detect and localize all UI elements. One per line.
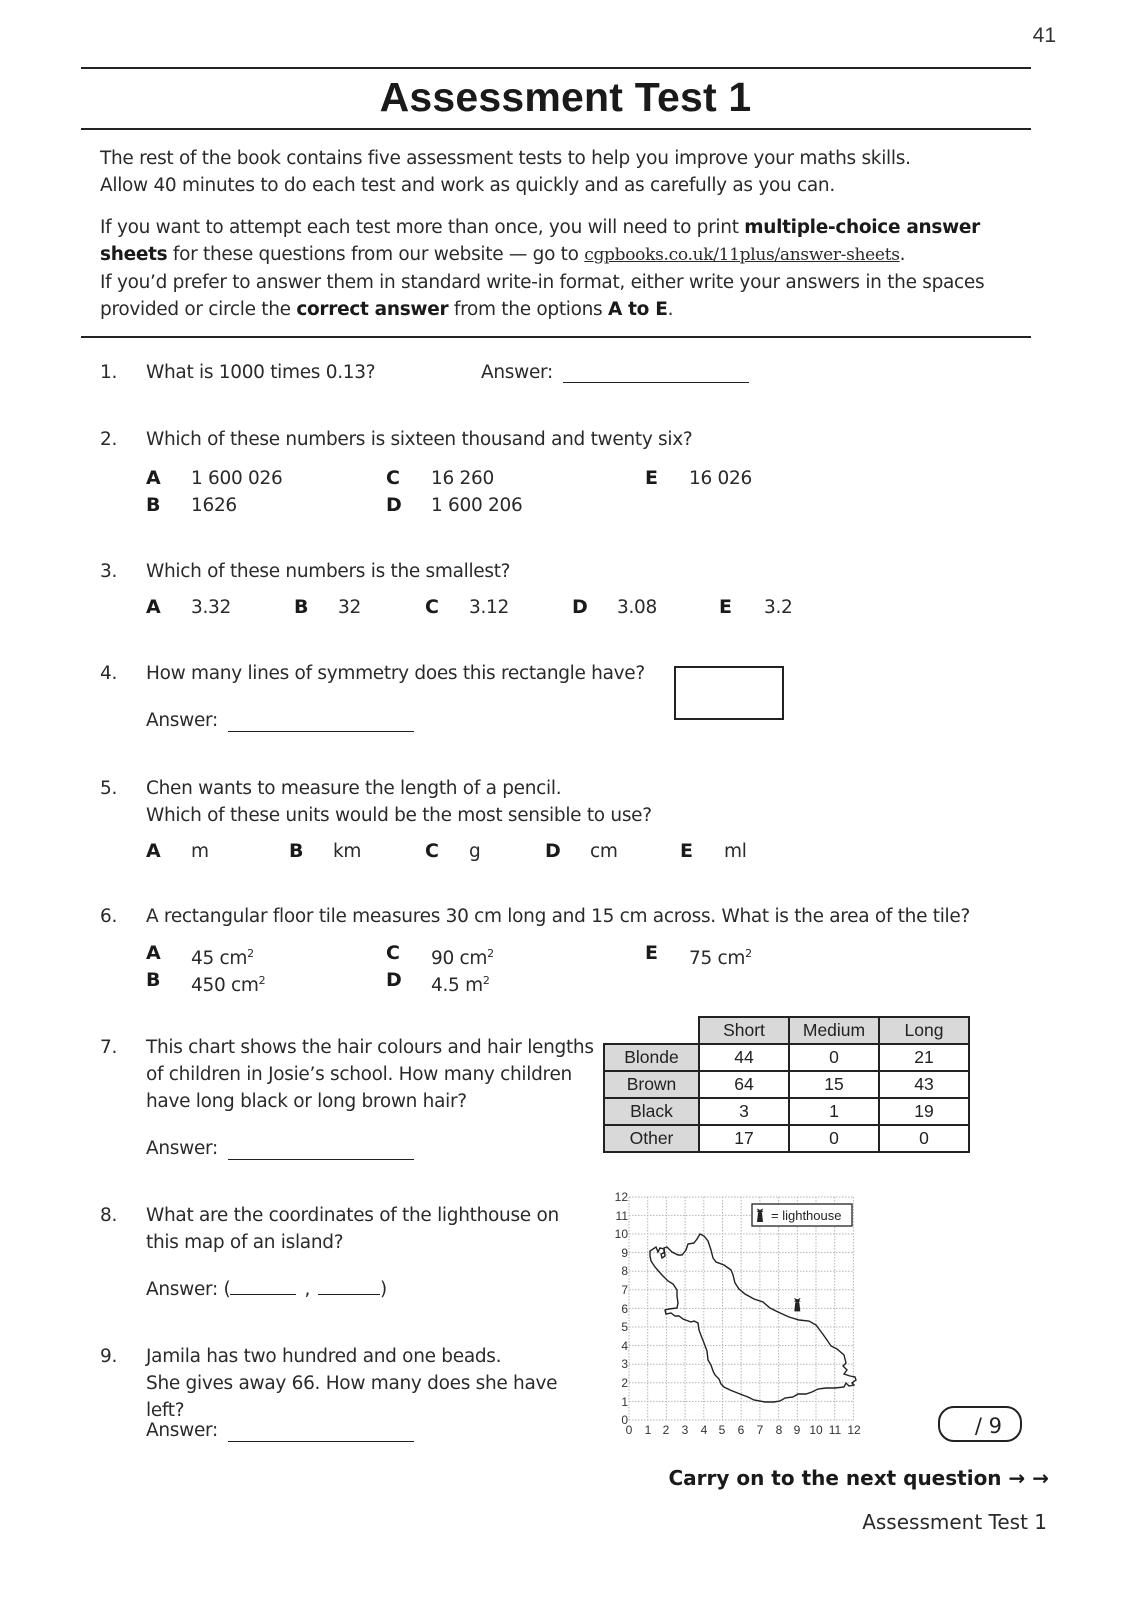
question-text: Jamila has two hundred and one beads. (146, 1346, 502, 1367)
svg-text:11: 11 (615, 1209, 628, 1223)
svg-text:9: 9 (793, 1423, 801, 1437)
row-header: Brown (604, 1071, 699, 1098)
option-letter: D (572, 596, 588, 618)
answer-blank[interactable] (228, 730, 414, 732)
option-value: 3.32 (191, 597, 231, 618)
lighthouse-icon (794, 1298, 800, 1311)
page-title: Assessment Test 1 (379, 74, 752, 120)
score-box: / 9 (938, 1406, 1022, 1442)
question-text: She gives away 66. How many does she have left? (146, 1373, 558, 1421)
table-row (604, 1125, 969, 1152)
svg-text:4: 4 (700, 1423, 708, 1437)
rectangle-figure (674, 666, 784, 720)
intro-paragraph-2 (100, 214, 1030, 323)
intro-answer-sheets-text (100, 214, 1030, 241)
question-number: 8. (100, 1205, 118, 1226)
table-cell: 1 (789, 1098, 879, 1125)
table-cell: 21 (879, 1044, 969, 1071)
option-value: cm (590, 841, 618, 862)
answer-sheets-link[interactable]: cgpbooks.co.uk/11plus/answer-sheets (584, 245, 900, 265)
question-number: 1. (100, 362, 118, 383)
table-cell: 0 (879, 1125, 969, 1152)
question-text: this map of an island? (146, 1232, 344, 1253)
option-value: km (333, 841, 362, 862)
svg-text:5: 5 (718, 1423, 726, 1437)
grid-lines (629, 1197, 853, 1420)
option-value: 32 (338, 597, 361, 618)
option-letter: A (146, 467, 161, 489)
answer-blank[interactable] (228, 1440, 414, 1442)
option-value: 75 cm (689, 948, 746, 970)
intro-line: If you’d prefer to answer them in standard write-in format, either write your answers in the spaces (100, 272, 985, 293)
bold-text: sheets (100, 244, 168, 265)
row-header: Blonde (604, 1044, 699, 1071)
svg-text:4: 4 (621, 1339, 628, 1353)
answer-label: Answer: (146, 710, 218, 731)
option-value: 1 600 206 (431, 495, 523, 516)
question-2 (0, 426, 1131, 526)
question-text: A rectangular floor tile measures 30 cm long and 15 cm across. What is the area of the tile? (146, 906, 970, 927)
option-value: 16 026 (689, 468, 752, 489)
question-3 (0, 558, 1131, 628)
option-value: 3.08 (617, 597, 657, 618)
comma: , (304, 1279, 311, 1300)
text: . (667, 299, 674, 320)
superscript: 2 (487, 947, 494, 960)
svg-text:3: 3 (681, 1423, 689, 1437)
question-text: Which of these units would be the most sensible to use? (146, 805, 652, 826)
question-text: This chart shows the hair colours and hair lengths (146, 1037, 594, 1058)
svg-text:7: 7 (621, 1283, 628, 1297)
svg-text:8: 8 (775, 1423, 783, 1437)
question-9 (0, 1343, 600, 1453)
question-5 (0, 775, 1131, 875)
svg-text:12: 12 (847, 1423, 861, 1437)
option-value: 450 cm (191, 975, 259, 997)
option-letter: B (146, 494, 161, 516)
question-text: have long black or long brown hair? (146, 1091, 467, 1112)
table-cell: 19 (879, 1098, 969, 1125)
superscript: 2 (482, 974, 490, 987)
option-value: 90 cm (431, 948, 488, 970)
column-header: Medium (789, 1017, 879, 1044)
svg-text:8: 8 (621, 1264, 628, 1278)
svg-text:5: 5 (621, 1320, 628, 1334)
option-value: 45 cm (191, 948, 248, 970)
svg-text:12: 12 (614, 1190, 628, 1204)
table-row (604, 1044, 969, 1071)
question-1 (0, 359, 1131, 389)
question-4 (0, 660, 1131, 740)
intro-bottom-rule (81, 336, 1031, 338)
table-cell: 0 (789, 1125, 879, 1152)
option-letter: A (146, 942, 161, 964)
option-value: 3.12 (469, 597, 509, 618)
table-cell: 15 (789, 1071, 879, 1098)
option-letter: C (386, 467, 400, 489)
coordinate-answer (146, 1276, 387, 1303)
svg-text:0: 0 (621, 1413, 628, 1427)
page-number: 41 (1032, 24, 1056, 47)
option-letter: D (386, 494, 402, 516)
option-letter: E (719, 596, 732, 618)
question-text: Chen wants to measure the length of a pencil. (146, 778, 562, 799)
y-axis-ticks (615, 1190, 629, 1427)
superscript: 2 (258, 974, 266, 987)
intro-paragraph-1 (100, 145, 1030, 199)
option-letter: B (146, 969, 161, 991)
option-letter: B (294, 596, 309, 618)
option-value: 3.2 (764, 597, 793, 618)
question-text: What is 1000 times 0.13? (146, 362, 376, 383)
text: provided or circle the (100, 299, 297, 320)
title-bottom-rule (81, 128, 1031, 130)
y-coordinate-blank[interactable] (318, 1293, 380, 1295)
lighthouse-legend-icon (757, 1209, 763, 1222)
option-value: g (469, 841, 481, 862)
question-text: Which of these numbers is the smallest? (146, 561, 511, 582)
text: . (899, 244, 906, 265)
option-letter: A (146, 840, 161, 862)
question-6 (0, 903, 1131, 1003)
corner-cell (604, 1017, 699, 1044)
island-outline (650, 1234, 856, 1402)
title-top-rule (81, 67, 1031, 69)
question-text: of children in Josie’s school. How many children (146, 1064, 572, 1085)
option-letter: D (545, 840, 561, 862)
option-value: 16 260 (431, 468, 494, 489)
question-number: 9. (100, 1346, 118, 1367)
svg-text:2: 2 (662, 1423, 670, 1437)
hair-table (603, 1016, 970, 1153)
intro-line (100, 296, 1030, 323)
bold-text: A to E (607, 299, 668, 320)
table-row (604, 1071, 969, 1098)
intro-line: The rest of the book contains five assessment tests to help you improve your maths skills. (100, 148, 911, 169)
intro-line: Allow 40 minutes to do each test and work as quickly and as carefully as you can. (100, 175, 835, 196)
option-value: ml (724, 841, 747, 862)
text: from the options (448, 299, 608, 320)
question-number: 6. (100, 906, 118, 927)
column-header: Long (879, 1017, 969, 1044)
question-number: 3. (100, 561, 118, 582)
bold-text: multiple-choice answer (744, 217, 980, 238)
svg-text:10: 10 (809, 1423, 823, 1437)
svg-text:1: 1 (644, 1423, 652, 1437)
svg-text:11: 11 (828, 1423, 842, 1437)
svg-text:6: 6 (737, 1423, 745, 1437)
table-cell: 17 (699, 1125, 789, 1152)
question-text: Which of these numbers is sixteen thousand and twenty six? (146, 429, 693, 450)
question-8 (0, 1202, 600, 1312)
x-axis-ticks (626, 1423, 861, 1437)
answer-label: Answer: (146, 1138, 218, 1159)
table-header-row (604, 1017, 969, 1044)
bold-text: correct answer (296, 299, 449, 320)
island-map (600, 1188, 870, 1447)
option-value: m (191, 841, 209, 862)
row-header: Black (604, 1098, 699, 1125)
option-letter: E (680, 840, 693, 862)
svg-text:0: 0 (625, 1423, 633, 1437)
svg-text:6: 6 (621, 1302, 628, 1316)
option-letter: E (645, 942, 658, 964)
legend-text: = lighthouse (771, 1208, 842, 1223)
svg-text:2: 2 (621, 1376, 628, 1390)
superscript: 2 (745, 947, 752, 960)
question-number: 5. (100, 778, 118, 799)
option-letter: A (146, 596, 161, 618)
table-cell: 44 (699, 1044, 789, 1071)
answer-label: Answer: ( (146, 1279, 231, 1300)
question-number: 2. (100, 429, 118, 450)
answer-label: Answer: (146, 1420, 218, 1441)
option-value: 1626 (191, 495, 237, 516)
x-coordinate-blank[interactable] (230, 1293, 296, 1295)
option-letter: C (425, 596, 439, 618)
svg-text:9: 9 (621, 1246, 628, 1260)
intro-answer-sheets-text-2 (100, 241, 1030, 269)
close-paren: ) (380, 1279, 387, 1300)
column-header: Short (699, 1017, 789, 1044)
table-row (604, 1098, 969, 1125)
option-letter: C (425, 840, 439, 862)
question-text: What are the coordinates of the lighthouse on (146, 1205, 559, 1226)
answer-label: Answer: (481, 362, 553, 383)
answer-blank[interactable] (563, 381, 749, 383)
option-letter: E (645, 467, 658, 489)
question-text: How many lines of symmetry does this rectangle have? (146, 663, 645, 684)
answer-blank[interactable] (228, 1158, 414, 1160)
table-cell: 0 (789, 1044, 879, 1071)
question-number: 4. (100, 663, 118, 684)
question-number: 7. (100, 1037, 118, 1058)
row-header: Other (604, 1125, 699, 1152)
svg-text:3: 3 (621, 1357, 628, 1371)
table-cell: 3 (699, 1098, 789, 1125)
option-letter: B (289, 840, 304, 862)
svg-text:1: 1 (621, 1395, 628, 1409)
svg-text:10: 10 (614, 1227, 628, 1241)
map-legend (752, 1204, 852, 1226)
question-7 (0, 1034, 600, 1174)
option-value: 1 600 026 (191, 468, 283, 489)
option-value: 4.5 m (431, 975, 483, 997)
option-letter: C (386, 942, 400, 964)
carry-on-text: Carry on to the next question → → (668, 1466, 1049, 1490)
superscript: 2 (247, 947, 254, 960)
option-letter: D (386, 969, 402, 991)
text: If you want to attempt each test more than once, you will need to print (100, 217, 745, 238)
table-cell: 64 (699, 1071, 789, 1098)
svg-text:7: 7 (756, 1423, 764, 1437)
footer-test-name: Assessment Test 1 (862, 1510, 1047, 1534)
table-cell: 43 (879, 1071, 969, 1098)
text: for these questions from our website — go to (167, 244, 585, 265)
